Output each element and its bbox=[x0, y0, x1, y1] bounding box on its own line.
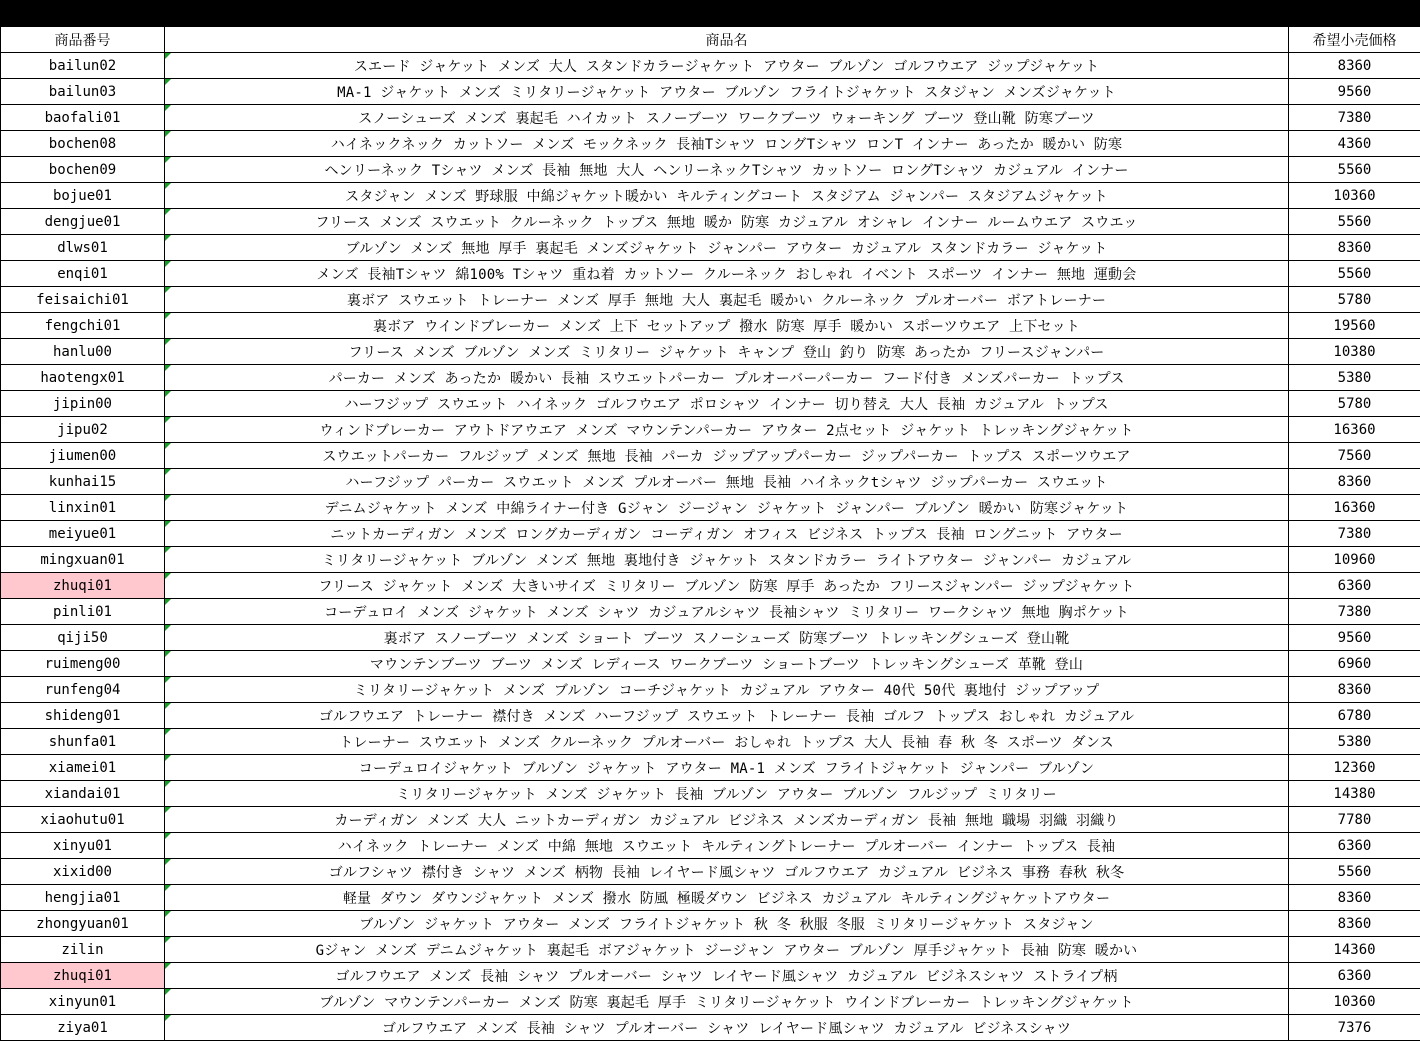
product-name-cell[interactable]: ニットカーディガン メンズ ロングカーディガン コーディガン オフィス ビジネス トップス 長袖 ロングニット アウター bbox=[165, 521, 1289, 547]
product-code-cell[interactable]: bojue01 bbox=[1, 183, 165, 209]
retail-price-cell[interactable]: 7380 bbox=[1289, 521, 1420, 547]
retail-price-cell[interactable]: 8360 bbox=[1289, 885, 1420, 911]
table-row bbox=[1, 261, 1420, 287]
product-code-cell[interactable]: xinyun01 bbox=[1, 989, 165, 1015]
table-row bbox=[1, 209, 1420, 235]
retail-price-cell[interactable]: 8360 bbox=[1289, 53, 1420, 79]
retail-price-cell[interactable]: 8360 bbox=[1289, 235, 1420, 261]
product-code-cell[interactable]: jipin00 bbox=[1, 391, 165, 417]
table-row bbox=[1, 677, 1420, 703]
table-row bbox=[1, 183, 1420, 209]
product-name-cell[interactable]: Gジャン メンズ デニムジャケット 裏起毛 ボアジャケット ジージャン アウター ブルゾン 厚手ジャケット 長袖 防寒 暖かい bbox=[165, 937, 1289, 963]
product-name-cell[interactable]: トレーナー スウエット メンズ クルーネック プルオーバー おしゃれ トップス 大人 長袖 春 秋 冬 スポーツ ダンス bbox=[165, 729, 1289, 755]
product-name-cell[interactable]: ミリタリージャケット メンズ ブルゾン コーチジャケット カジュアル アウター 40代 50代 裏地付 ジップアップ bbox=[165, 677, 1289, 703]
product-name-cell[interactable]: MA-1 ジャケット メンズ ミリタリージャケット アウター ブルゾン フライトジャケット スタジャン メンズジャケット bbox=[165, 79, 1289, 105]
retail-price-cell[interactable]: 8360 bbox=[1289, 469, 1420, 495]
retail-price-cell[interactable]: 6780 bbox=[1289, 703, 1420, 729]
product-name-cell[interactable]: スタジャン メンズ 野球服 中綿ジャケット暖かい キルティングコート スタジアム ジャンパー スタジアムジャケット bbox=[165, 183, 1289, 209]
product-code-cell[interactable]: meiyue01 bbox=[1, 521, 165, 547]
product-code-cell[interactable]: bailun03 bbox=[1, 79, 165, 105]
header-product-code[interactable]: 商品番号 bbox=[1, 27, 165, 53]
table-row bbox=[1, 885, 1420, 911]
product-code-cell[interactable]: xiandai01 bbox=[1, 781, 165, 807]
product-name-cell[interactable]: ミリタリージャケット ブルゾン メンズ 無地 裏地付き ジャケット スタンドカラー ライトアウター ジャンパー カジュアル bbox=[165, 547, 1289, 573]
retail-price-cell[interactable]: 7376 bbox=[1289, 1015, 1420, 1041]
product-code-cell[interactable]: dlws01 bbox=[1, 235, 165, 261]
product-name-cell[interactable]: 裏ボア ウインドブレーカー メンズ 上下 セットアップ 撥水 防寒 厚手 暖かい スポーツウエア 上下セット bbox=[165, 313, 1289, 339]
product-code-cell[interactable]: shunfa01 bbox=[1, 729, 165, 755]
product-name-cell[interactable]: ミリタリージャケット メンズ ジャケット 長袖 ブルゾン アウター ブルゾン フルジップ ミリタリー bbox=[165, 781, 1289, 807]
product-code-cell[interactable]: ziya01 bbox=[1, 1015, 165, 1041]
retail-price-cell[interactable]: 5560 bbox=[1289, 209, 1420, 235]
product-code-cell[interactable]: jiumen00 bbox=[1, 443, 165, 469]
retail-price-cell[interactable]: 4360 bbox=[1289, 131, 1420, 157]
product-name-cell[interactable]: ブルゾン マウンテンパーカー メンズ 防寒 裏起毛 厚手 ミリタリージャケット ウインドブレーカー トレッキングジャケット bbox=[165, 989, 1289, 1015]
product-code-cell[interactable]: kunhai15 bbox=[1, 469, 165, 495]
product-code-cell[interactable]: bailun02 bbox=[1, 53, 165, 79]
product-code-cell[interactable]: jipu02 bbox=[1, 417, 165, 443]
product-name-cell[interactable]: マウンテンブーツ ブーツ メンズ レディース ワークブーツ ショートブーツ トレッキングシューズ 革靴 登山 bbox=[165, 651, 1289, 677]
header-row bbox=[1, 27, 1420, 53]
product-code-cell[interactable]: bochen08 bbox=[1, 131, 165, 157]
retail-price-cell[interactable]: 5780 bbox=[1289, 287, 1420, 313]
product-code-cell[interactable]: zhuqi01 bbox=[1, 573, 165, 599]
table-row bbox=[1, 287, 1420, 313]
product-code-cell[interactable]: haotengx01 bbox=[1, 365, 165, 391]
product-code-cell[interactable]: zhongyuan01 bbox=[1, 911, 165, 937]
table-row bbox=[1, 573, 1420, 599]
product-code-cell[interactable]: feisaichi01 bbox=[1, 287, 165, 313]
retail-price-cell[interactable]: 9560 bbox=[1289, 79, 1420, 105]
retail-price-cell[interactable]: 7780 bbox=[1289, 807, 1420, 833]
table-row bbox=[1, 547, 1420, 573]
product-code-cell[interactable]: runfeng04 bbox=[1, 677, 165, 703]
retail-price-cell[interactable]: 6360 bbox=[1289, 963, 1420, 989]
header-product-name[interactable]: 商品名 bbox=[165, 27, 1289, 53]
retail-price-cell[interactable]: 5560 bbox=[1289, 261, 1420, 287]
product-code-cell[interactable]: xinyu01 bbox=[1, 833, 165, 859]
product-name-cell[interactable]: コーデュロイ メンズ ジャケット メンズ シャツ カジュアルシャツ 長袖シャツ ミリタリー ワークシャツ 無地 胸ポケット bbox=[165, 599, 1289, 625]
product-name-cell[interactable]: ゴルフウエア メンズ 長袖 シャツ プルオーバー シャツ レイヤード風シャツ カジュアル ビジネスシャツ bbox=[165, 1015, 1289, 1041]
retail-price-cell[interactable]: 8360 bbox=[1289, 677, 1420, 703]
product-name-cell[interactable]: スウエットパーカー フルジップ メンズ 無地 長袖 パーカ ジップアップパーカー ジップパーカー トップス スポーツウエア bbox=[165, 443, 1289, 469]
retail-price-cell[interactable]: 6360 bbox=[1289, 573, 1420, 599]
retail-price-cell[interactable]: 6360 bbox=[1289, 833, 1420, 859]
table-row bbox=[1, 131, 1420, 157]
retail-price-cell[interactable]: 10360 bbox=[1289, 183, 1420, 209]
header-retail-price[interactable]: 希望小売価格 bbox=[1289, 27, 1420, 53]
product-code-cell[interactable]: baofali01 bbox=[1, 105, 165, 131]
table-row bbox=[1, 963, 1420, 989]
table-row bbox=[1, 989, 1420, 1015]
table-row bbox=[1, 53, 1420, 79]
retail-price-cell[interactable]: 5560 bbox=[1289, 157, 1420, 183]
product-name-cell[interactable]: ゴルフウエア トレーナー 襟付き メンズ ハーフジップ スウエット トレーナー 長袖 ゴルフ トップス おしゃれ カジュアル bbox=[165, 703, 1289, 729]
retail-price-cell[interactable]: 5380 bbox=[1289, 729, 1420, 755]
table-row bbox=[1, 651, 1420, 677]
table-row bbox=[1, 521, 1420, 547]
table-row bbox=[1, 391, 1420, 417]
table-row bbox=[1, 807, 1420, 833]
table-row bbox=[1, 339, 1420, 365]
product-code-cell[interactable]: pinli01 bbox=[1, 599, 165, 625]
retail-price-cell[interactable]: 7380 bbox=[1289, 599, 1420, 625]
table-row bbox=[1, 417, 1420, 443]
product-name-cell[interactable]: ブルゾン ジャケット アウター メンズ フライトジャケット 秋 冬 秋服 冬服 ミリタリージャケット スタジャン bbox=[165, 911, 1289, 937]
retail-price-cell[interactable]: 10960 bbox=[1289, 547, 1420, 573]
product-name-cell[interactable]: ハーフジップ パーカー スウエット メンズ プルオーバー 無地 長袖 ハイネックtシャツ ジップパーカー スウエット bbox=[165, 469, 1289, 495]
retail-price-cell[interactable]: 7380 bbox=[1289, 105, 1420, 131]
table-row bbox=[1, 495, 1420, 521]
product-code-cell[interactable]: zilin bbox=[1, 937, 165, 963]
retail-price-cell[interactable]: 5780 bbox=[1289, 391, 1420, 417]
retail-price-cell[interactable]: 14360 bbox=[1289, 937, 1420, 963]
product-name-cell[interactable]: パーカー メンズ あったか 暖かい 長袖 スウエットパーカー プルオーバーパーカー フード付き メンズパーカー トップス bbox=[165, 365, 1289, 391]
retail-price-cell[interactable]: 10360 bbox=[1289, 989, 1420, 1015]
table-row bbox=[1, 755, 1420, 781]
product-name-cell[interactable]: ブルゾン メンズ 無地 厚手 裏起毛 メンズジャケット ジャンパー アウター カジュアル スタンドカラー ジャケット bbox=[165, 235, 1289, 261]
product-name-cell[interactable]: スエード ジャケット メンズ 大人 スタンドカラージャケット アウター ブルゾン ゴルフウエア ジップジャケット bbox=[165, 53, 1289, 79]
product-code-cell[interactable]: ruimeng00 bbox=[1, 651, 165, 677]
product-code-cell[interactable]: shideng01 bbox=[1, 703, 165, 729]
product-code-cell[interactable]: zhuqi01 bbox=[1, 963, 165, 989]
product-name-cell[interactable]: ハイネックネック カットソー メンズ モックネック 長袖Tシャツ ロングTシャツ ロンT インナー あったか 暖かい 防寒 bbox=[165, 131, 1289, 157]
product-code-cell[interactable]: enqi01 bbox=[1, 261, 165, 287]
product-name-cell[interactable]: コーデュロイジャケット ブルゾン ジャケット アウター MA-1 メンズ フライトジャケット ジャンパー ブルゾン bbox=[165, 755, 1289, 781]
product-code-cell[interactable]: linxin01 bbox=[1, 495, 165, 521]
table-row bbox=[1, 105, 1420, 131]
retail-price-cell[interactable]: 14380 bbox=[1289, 781, 1420, 807]
product-code-cell[interactable]: xiamei01 bbox=[1, 755, 165, 781]
retail-price-cell[interactable]: 6960 bbox=[1289, 651, 1420, 677]
product-name-cell[interactable]: ハイネック トレーナー メンズ 中綿 無地 スウエット キルティングトレーナー プルオーバー インナー トップス 長袖 bbox=[165, 833, 1289, 859]
retail-price-cell[interactable]: 9560 bbox=[1289, 625, 1420, 651]
retail-price-cell[interactable]: 8360 bbox=[1289, 911, 1420, 937]
product-code-cell[interactable]: xiaohutu01 bbox=[1, 807, 165, 833]
retail-price-cell[interactable]: 19560 bbox=[1289, 313, 1420, 339]
product-name-cell[interactable]: デニムジャケット メンズ 中綿ライナー付き Gジャン ジージャン ジャケット ジャンパー ブルゾン 暖かい 防寒ジャケット bbox=[165, 495, 1289, 521]
product-name-cell[interactable]: フリース メンズ スウエット クルーネック トップス 無地 暖か 防寒 カジュアル オシャレ インナー ルームウエア スウエッ bbox=[165, 209, 1289, 235]
retail-price-cell[interactable]: 5380 bbox=[1289, 365, 1420, 391]
product-code-cell[interactable]: hanlu00 bbox=[1, 339, 165, 365]
product-name-cell[interactable]: フリース ジャケット メンズ 大きいサイズ ミリタリー ブルゾン 防寒 厚手 あったか フリースジャンパー ジップジャケット bbox=[165, 573, 1289, 599]
table-row bbox=[1, 599, 1420, 625]
retail-price-cell[interactable]: 16360 bbox=[1289, 495, 1420, 521]
retail-price-cell[interactable]: 12360 bbox=[1289, 755, 1420, 781]
product-code-cell[interactable]: bochen09 bbox=[1, 157, 165, 183]
product-name-cell[interactable]: メンズ 長袖Tシャツ 綿100% Tシャツ 重ね着 カットソー クルーネック おしゃれ イベント スポーツ インナー 無地 運動会 bbox=[165, 261, 1289, 287]
product-code-cell[interactable]: xixid00 bbox=[1, 859, 165, 885]
table-row bbox=[1, 1015, 1420, 1041]
product-code-cell[interactable]: mingxuan01 bbox=[1, 547, 165, 573]
table-row bbox=[1, 833, 1420, 859]
retail-price-cell[interactable]: 10380 bbox=[1289, 339, 1420, 365]
table-row bbox=[1, 235, 1420, 261]
product-code-cell[interactable]: hengjia01 bbox=[1, 885, 165, 911]
product-name-cell[interactable]: ハーフジップ スウエット ハイネック ゴルフウエア ポロシャツ インナー 切り替え 大人 長袖 カジュアル トップス bbox=[165, 391, 1289, 417]
table-row bbox=[1, 157, 1420, 183]
product-name-cell[interactable]: カーディガン メンズ 大人 ニットカーディガン カジュアル ビジネス メンズカーディガン 長袖 無地 職場 羽織 羽織り bbox=[165, 807, 1289, 833]
product-name-cell[interactable]: スノーシューズ メンズ 裏起毛 ハイカット スノーブーツ ワークブーツ ウォーキング ブーツ 登山靴 防寒ブーツ bbox=[165, 105, 1289, 131]
table-row bbox=[1, 365, 1420, 391]
table-row bbox=[1, 79, 1420, 105]
table-body bbox=[1, 53, 1420, 1041]
product-code-cell[interactable]: qiji50 bbox=[1, 625, 165, 651]
retail-price-cell[interactable]: 7560 bbox=[1289, 443, 1420, 469]
product-name-cell[interactable]: 裏ボア スノーブーツ メンズ ショート ブーツ スノーシューズ 防寒ブーツ トレッキングシューズ 登山靴 bbox=[165, 625, 1289, 651]
table-row bbox=[1, 729, 1420, 755]
title-row bbox=[1, 1, 1420, 27]
product-name-cell[interactable]: ヘンリーネック Tシャツ メンズ 長袖 無地 大人 ヘンリーネックTシャツ カットソー ロングTシャツ カジュアル インナー bbox=[165, 157, 1289, 183]
table-row bbox=[1, 469, 1420, 495]
table-row bbox=[1, 313, 1420, 339]
product-name-cell[interactable]: フリース メンズ ブルゾン メンズ ミリタリー ジャケット キャンプ 登山 釣り 防寒 あったか フリースジャンパー bbox=[165, 339, 1289, 365]
product-name-cell[interactable]: 裏ボア スウエット トレーナー メンズ 厚手 無地 大人 裏起毛 暖かい クルーネック プルオーバー ボアトレーナー bbox=[165, 287, 1289, 313]
table-row bbox=[1, 443, 1420, 469]
table-row bbox=[1, 937, 1420, 963]
retail-price-cell[interactable]: 5560 bbox=[1289, 859, 1420, 885]
table-row bbox=[1, 859, 1420, 885]
product-name-cell[interactable]: ゴルフウエア メンズ 長袖 シャツ プルオーバー シャツ レイヤード風シャツ カジュアル ビジネスシャツ ストライプ柄 bbox=[165, 963, 1289, 989]
product-name-cell[interactable]: ゴルフシャツ 襟付き シャツ メンズ 柄物 長袖 レイヤード風シャツ ゴルフウエア カジュアル ビジネス 事務 春秋 秋冬 bbox=[165, 859, 1289, 885]
sheet-title[interactable]: 商品カタログ bbox=[1, 1, 1420, 27]
product-code-cell[interactable]: dengjue01 bbox=[1, 209, 165, 235]
product-code-cell[interactable]: fengchi01 bbox=[1, 313, 165, 339]
product-name-cell[interactable]: ウィンドブレーカー アウトドアウエア メンズ マウンテンパーカー アウター 2点セット ジャケット トレッキングジャケット bbox=[165, 417, 1289, 443]
product-name-cell[interactable]: 軽量 ダウン ダウンジャケット メンズ 撥水 防風 極暖ダウン ビジネス カジュアル キルティングジャケットアウター bbox=[165, 885, 1289, 911]
table-row bbox=[1, 781, 1420, 807]
table-row bbox=[1, 703, 1420, 729]
table-row bbox=[1, 625, 1420, 651]
table-row bbox=[1, 911, 1420, 937]
retail-price-cell[interactable]: 16360 bbox=[1289, 417, 1420, 443]
